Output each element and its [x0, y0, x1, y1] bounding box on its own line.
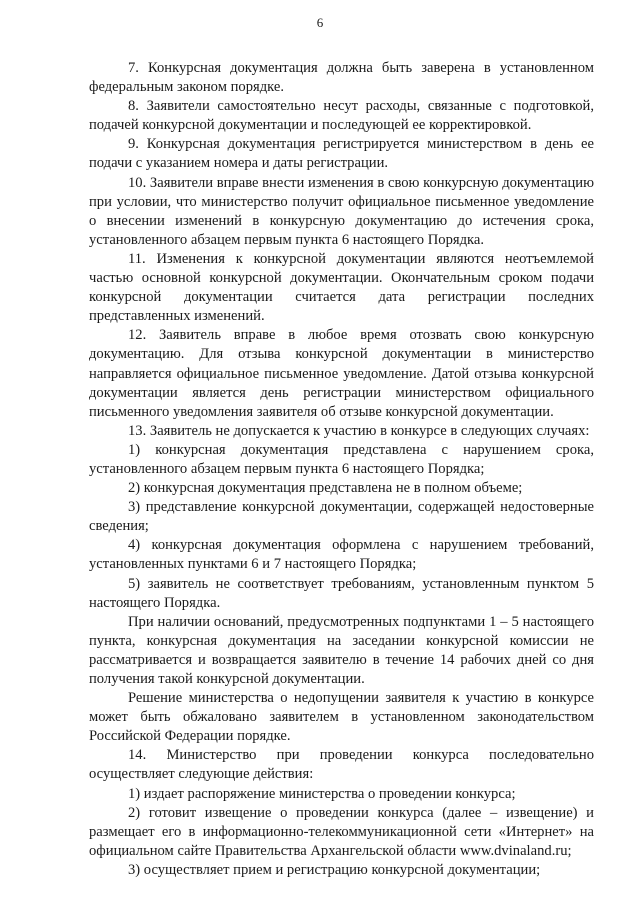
paragraph-10: 10. Заявители вправе внести изменения в свою конкурсную документацию при условии, что министерство получит официальное письменное уведомление о внесении изменений в конкурсную документацию до истечения срока, установленного абзацем первым пункта 6 настоящего Порядка.	[89, 174, 594, 248]
paragraph-7: 7. Конкурсная документация должна быть заверена в установленном федеральным законом порядке.	[89, 60, 594, 96]
paragraph-11: 11. Изменения к конкурсной документации являются неотъемлемой частью основной конкурсной документации. Окончательным сроком подачи конкурсной документации считается дата регистрации последних представленных изменений.	[89, 250, 594, 325]
paragraph-13-appeal: Решение министерства о недопущении заявителя к участию в конкурсе может быть обжаловано заявителем в установленном законодательством Российской Федерации порядке.	[89, 690, 594, 745]
subitem-14-2: 2) готовит извещение о проведении конкурса (далее – извещение) и размещает его в информационно-телекоммуникационной сети «Интернет» на официальном сайте Правительства Архангельской области www.dvinaland.ru;	[89, 804, 594, 859]
paragraph-14: 14. Министерство при проведении конкурса последовательно осуществляет следующие действия:	[89, 747, 594, 783]
subitem-13-2: 2) конкурсная документация представлена не в полном объеме;	[128, 480, 523, 497]
paragraph-13-return: При наличии оснований, предусмотренных подпунктами 1 – 5 настоящего пункта, конкурсная документация на заседании конкурсной комиссии не рассматривается и возвращается заявителю в течение 14 рабочих дней со дня получения такой конкурсной документации.	[89, 613, 594, 687]
document-body	[89, 59, 594, 880]
paragraph-8: 8. Заявители самостоятельно несут расходы, связанные с подготовкой, подачей конкурсной документации и последующей ее корректировкой.	[89, 98, 594, 134]
subitem-13-3: 3) представление конкурсной документации, содержащей недостоверные сведения;	[89, 499, 594, 535]
subitem-13-5: 5) заявитель не соответствует требованиям, установленным пунктом 5 настоящего Порядка.	[89, 575, 594, 611]
subitem-14-3: 3) осуществляет прием и регистрацию конкурсной документации;	[128, 861, 541, 878]
subitem-14-1: 1) издает распоряжение министерства о проведении конкурса;	[128, 785, 516, 802]
paragraph-12: 12. Заявитель вправе в любое время отозвать свою конкурсную документацию. Для отзыва конкурсной документации в министерство направляется официальное письменное уведомление. Датой отзыва конкурсной документации является день регистрации министерством официального письменного уведомления заявителя об отзыве конкурсной документации.	[89, 327, 594, 420]
page-number: 6	[316, 15, 324, 30]
subitem-13-1: 1) конкурсная документация представлена с нарушением срока, установленного абзацем первым пункта 6 настоящего Порядка;	[89, 441, 594, 477]
paragraph-9: 9. Конкурсная документация регистрируется министерством в день ее подачи с указанием номера и даты регистрации.	[89, 136, 594, 172]
subitem-13-4: 4) конкурсная документация оформлена с нарушением требований, установленных пунктами 6 и 7 настоящего Порядка;	[89, 537, 594, 573]
paragraph-13: 13. Заявитель не допускается к участию в конкурсе в следующих случаях:	[128, 422, 590, 439]
